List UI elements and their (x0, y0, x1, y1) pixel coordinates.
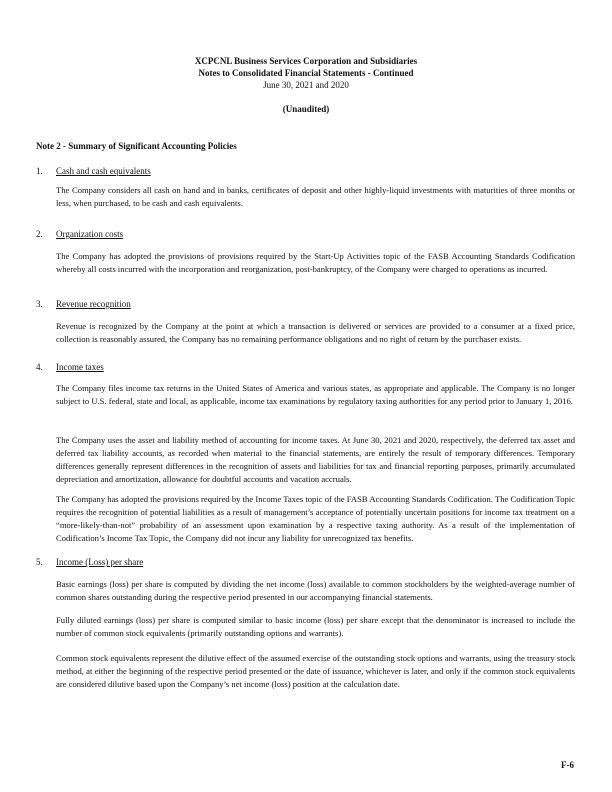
statement-date: June 30, 2021 and 2020 (263, 80, 349, 90)
document-title: Notes to Consolidated Financial Statements - Continued (198, 68, 414, 78)
paragraph: Basic earnings (loss) per share is computed by dividing the net income (loss) available to common stockholders by the weighted-average number of common shares outstanding during the respective period presented in our accompanying financial statements. (56, 579, 575, 602)
section-title: Income taxes (56, 362, 104, 372)
paragraph: The Company has adopted the provisions of provisions required by the Start-Up Activities topic of the FASB Accounting Standards Codification whereby all costs incurred with the incorporation and reorganization, post-bankruptcy, of the Company were charged to operations as incurred. (56, 251, 575, 274)
audit-status: (Unaudited) (282, 104, 330, 114)
section-number: 3. (36, 299, 43, 309)
section-title: Revenue recognition (56, 299, 131, 309)
note-heading: Note 2 - Summary of Significant Accounting Policies (36, 141, 237, 151)
paragraph: The Company has adopted the provisions required by the Income Taxes topic of the FASB Accounting Standards Codification. The Codification Topic requires the recognition of potential liabilities as a result of management’s acceptance of potentially uncertain positions for income tax treatment on a “more-likely-than-not” probability of an assessment upon examination by a respective taxing authority. As a result of the implementation of Codification’s Income Tax Topic, the Company did not incur any liability for unrecognized tax benefits. (56, 494, 575, 543)
section-number: 4. (36, 362, 43, 372)
section-title: Organization costs (56, 229, 124, 239)
paragraph: The Company considers all cash on hand and in banks, certificates of deposit and other highly-liquid investments with maturities of three months or less, when purchased, to be cash and cash equivalents. (56, 185, 575, 208)
section-title: Income (Loss) per share (56, 557, 144, 567)
section-number: 5. (36, 557, 43, 567)
section-title: Cash and cash equivalents (56, 166, 151, 176)
paragraph: The Company files income tax returns in the United States of America and various states, as appropriate and applicable. The Company is no longer subject to U.S. federal, state and local, as applicable, income tax examinations by regulatory taxing authorities for any period prior to January 1, 2016. (56, 383, 575, 406)
page-number: F-6 (561, 760, 574, 770)
paragraph: Fully diluted earnings (loss) per share is computed similar to basic income (loss) per share except that the denominator is increased to include the number of common stock equivalents (primarily outstanding options and warrants). (56, 615, 575, 638)
section-number: 1. (36, 166, 43, 176)
company-name: XCPCNL Business Services Corporation and Subsidiaries (194, 56, 418, 66)
section-number: 2. (36, 229, 43, 239)
paragraph: Revenue is recognized by the Company at the point at which a transaction is delivered or services are provided to a consumer at a fixed price, collection is reasonably assured, the Company has no remaining performance obligations and no right of return by the purchaser exists. (56, 321, 575, 344)
paragraph: The Company uses the asset and liability method of accounting for income taxes. At June 30, 2021 and 2020, respectively, the deferred tax asset and deferred tax liability accounts, as recorded when material to the financial statements, are entirely the result of temporary differences. Temporary differences generally represent differences in the recognition of assets and liabilities for tax and financial reporting purposes, primarily accumulated depreciation and amortization, allowance for doubtful accounts and vacation accruals. (56, 435, 575, 484)
paragraph: Common stock equivalents represent the dilutive effect of the assumed exercise of the outstanding stock options and warrants, using the treasury stock method, at either the beginning of the respective period presented or the date of issuance, whichever is later, and only if the common stock equivalents are considered dilutive based upon the Company’s net income (loss) position at the calculation date. (56, 653, 575, 689)
